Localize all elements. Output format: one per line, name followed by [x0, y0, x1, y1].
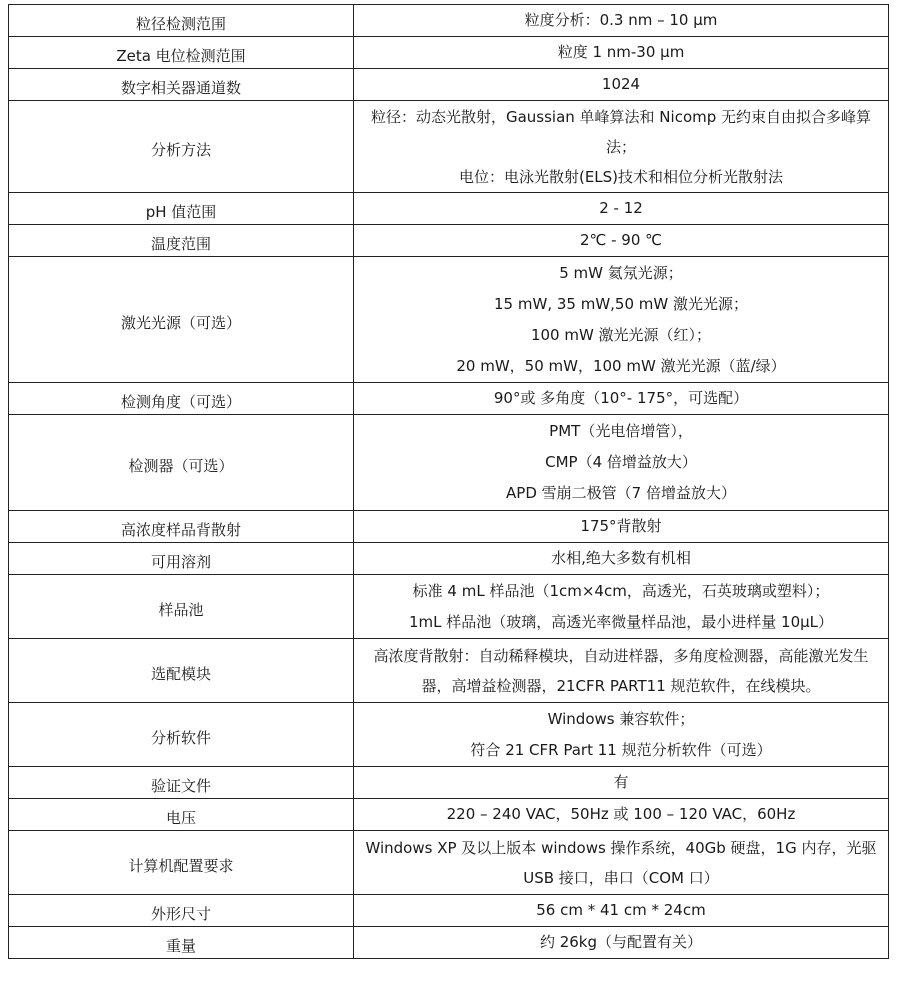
- spec-row: [9, 511, 889, 543]
- specification-table-body: [9, 5, 889, 959]
- spec-value-line: APD 雪崩二极管（7 倍增益放大）: [506, 484, 736, 502]
- spec-label: 电压: [9, 799, 354, 831]
- spec-row: [9, 257, 889, 383]
- spec-value-line: 电位：电泳光散射(ELS)技术和相位分析光散射法: [458, 167, 784, 186]
- spec-value: [354, 831, 889, 895]
- spec-value: [354, 575, 889, 639]
- spec-value-line: 1024: [601, 75, 641, 93]
- spec-value-line: 高浓度背散射：自动稀释模块，自动进样器，多角度检测器，高能激光发生: [373, 646, 869, 665]
- spec-value-line: PMT（光电倍增管），: [549, 422, 693, 440]
- spec-value: [354, 193, 889, 225]
- spec-label: 样品池: [9, 575, 354, 639]
- spec-label: 检测角度（可选）: [9, 383, 354, 415]
- spec-value-line: 2 - 12: [599, 199, 643, 217]
- spec-label: 温度范围: [9, 225, 354, 257]
- spec-row: [9, 415, 889, 511]
- spec-value-line: 220 – 240 VAC，50Hz 或 100 – 120 VAC，60Hz: [446, 805, 796, 823]
- spec-label: 选配模块: [9, 639, 354, 703]
- spec-row: [9, 575, 889, 639]
- spec-row: [9, 383, 889, 415]
- spec-label: 粒径检测范围: [9, 5, 354, 37]
- spec-row: [9, 799, 889, 831]
- spec-row: [9, 101, 889, 193]
- spec-value: [354, 543, 889, 575]
- spec-value-line: 粒度 1 nm-30 μm: [557, 43, 685, 61]
- spec-value: [354, 257, 889, 383]
- spec-label: pH 值范围: [9, 193, 354, 225]
- spec-value-line: 56 cm * 41 cm * 24cm: [536, 901, 706, 919]
- spec-value-line: 175°背散射: [580, 517, 662, 535]
- spec-value: [354, 383, 889, 415]
- spec-label: 外形尺寸: [9, 895, 354, 927]
- spec-value-line: Windows XP 及以上版本 windows 操作系统，40Gb 硬盘，1G 内存，光驱: [365, 838, 877, 857]
- spec-label: Zeta 电位检测范围: [9, 37, 354, 69]
- spec-value-line: 100 mW 激光光源（红）；: [530, 325, 712, 344]
- spec-value-line: 2℃ - 90 ℃: [579, 231, 663, 249]
- spec-row: [9, 225, 889, 257]
- spec-value-line: 粒度分析：0.3 nm – 10 μm: [524, 11, 718, 29]
- spec-label: 计算机配置要求: [9, 831, 354, 895]
- spec-value-line: 90°或 多角度（10°- 175°，可选配）: [493, 389, 749, 407]
- spec-value-line: 有: [613, 773, 629, 791]
- spec-value-line: CMP（4 倍增益放大）: [545, 453, 697, 471]
- spec-value-line: 符合 21 CFR Part 11 规范分析软件（可选）: [470, 740, 772, 759]
- spec-value: [354, 5, 889, 37]
- spec-value: [354, 37, 889, 69]
- spec-value: [354, 415, 889, 511]
- spec-label: 验证文件: [9, 767, 354, 799]
- spec-row: [9, 639, 889, 703]
- spec-value-line: 15 mW, 35 mW,50 mW 激光光源；: [494, 294, 748, 313]
- spec-row: [9, 5, 889, 37]
- spec-row: [9, 37, 889, 69]
- spec-value: [354, 511, 889, 543]
- specification-table: [8, 4, 889, 959]
- spec-value-line: 器，高增益检测器，21CFR PART11 规范软件，在线模块。: [421, 676, 821, 695]
- spec-value: [354, 799, 889, 831]
- spec-value: [354, 895, 889, 927]
- spec-value: [354, 639, 889, 703]
- spec-value-line: 20 mW，50 mW，100 mW 激光光源（蓝/绿）: [456, 356, 786, 375]
- spec-value-line: Windows 兼容软件；: [547, 709, 695, 728]
- spec-row: [9, 927, 889, 959]
- spec-value-line: 水相,绝大多数有机相: [551, 549, 691, 567]
- spec-label: 数字相关器通道数: [9, 69, 354, 101]
- spec-label: 分析软件: [9, 703, 354, 767]
- spec-value-line: 1mL 样品池（玻璃，高透光率微量样品池，最小进样量 10μL）: [408, 612, 834, 631]
- spec-row: [9, 69, 889, 101]
- spec-row: [9, 703, 889, 767]
- spec-value-line: 5 mW 氦氖光源；: [559, 263, 683, 282]
- spec-value: [354, 225, 889, 257]
- spec-value-line: 标准 4 mL 样品池（1cm×4cm，高透光，石英玻璃或塑料）；: [412, 581, 830, 600]
- spec-label: 检测器（可选）: [9, 415, 354, 511]
- spec-label: 重量: [9, 927, 354, 959]
- spec-value: [354, 703, 889, 767]
- spec-label: 分析方法: [9, 101, 354, 193]
- spec-row: [9, 193, 889, 225]
- spec-value-line: 粒径：动态光散射，Gaussian 单峰算法和 Nicomp 无约束自由拟合多峰算: [370, 107, 872, 126]
- spec-value: [354, 767, 889, 799]
- spec-value-line: USB 接口，串口（COM 口）: [523, 868, 719, 887]
- spec-value: [354, 101, 889, 193]
- spec-label: 高浓度样品背散射: [9, 511, 354, 543]
- spec-value-line: 约 26kg（与配置有关）: [539, 933, 703, 951]
- spec-label: 可用溶剂: [9, 543, 354, 575]
- spec-value: [354, 927, 889, 959]
- spec-value: [354, 69, 889, 101]
- spec-row: [9, 767, 889, 799]
- spec-row: [9, 831, 889, 895]
- spec-value-line: 法；: [605, 137, 636, 156]
- spec-row: [9, 895, 889, 927]
- spec-row: [9, 543, 889, 575]
- spec-label: 激光光源（可选）: [9, 257, 354, 383]
